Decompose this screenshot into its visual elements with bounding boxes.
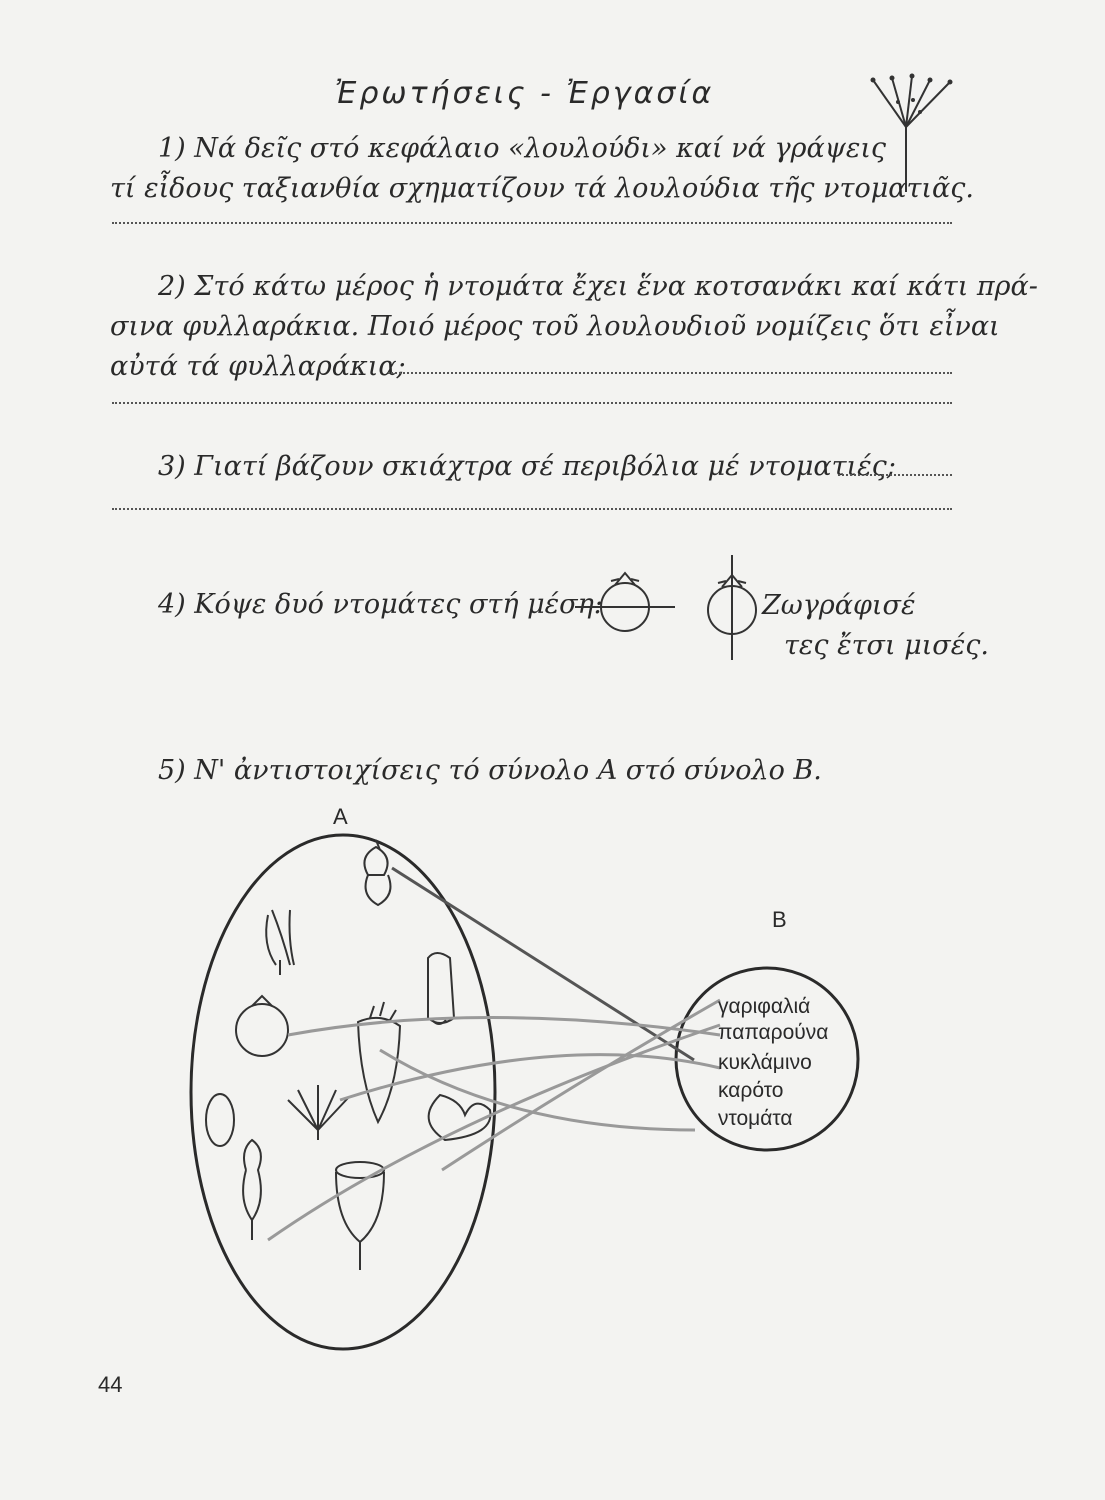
question-4-line-1: 4) Κόψε δυό ντομάτες στή μέση: (158, 589, 603, 620)
question-2-line-1: 2) Στό κάτω μέρος ἡ ντομάτα ἔχει ἕνα κοτσανάκι καί κάτι πρά- (158, 271, 1038, 302)
umbel-drawing-icon (288, 1085, 348, 1140)
pistil-drawing-icon (243, 1140, 261, 1240)
set-b-item: ντομάτα (718, 1107, 793, 1130)
set-a-label: A (333, 804, 348, 829)
match-arrow (392, 868, 694, 1060)
question-3-line-1: 3) Γιατί βάζουν σκιάχτρα σέ περιβόλια μέ ντοματιές; (158, 451, 896, 482)
set-b-item: γαριφαλιά (718, 995, 811, 1018)
seed-drawing-icon (206, 1094, 234, 1146)
question-5-line-1: 5) Ν' ἀντιστοιχίσεις τό σύνολο Α στό σύνολο Β. (158, 755, 822, 786)
match-arrow (380, 1050, 695, 1130)
match-arrow (288, 1018, 720, 1036)
matching-diagram (180, 830, 900, 1370)
set-b-item: καρότο (718, 1079, 784, 1102)
set-b-item: κυκλάμινο (718, 1051, 812, 1074)
answer-line (112, 508, 952, 510)
question-1-line-1: 1) Νά δεῖς στό κεφάλαιο «λουλούδι» καί νά γράψεις (158, 133, 887, 164)
question-1-line-2: τί εἶδους ταξιανθία σχηματίζουν τά λουλούδια τῆς ντοματιᾶς. (110, 173, 974, 204)
carnation-drawing-icon (364, 840, 390, 905)
poppy-capsule-drawing-icon (336, 1162, 384, 1270)
question-2-line-2: σινα φυλλαράκια. Ποιό μέρος τοῦ λουλουδιοῦ νομίζεις ὅτι εἶναι (110, 311, 1000, 342)
leaf-drawing-icon (429, 1095, 491, 1140)
stamen-drawing-icon (266, 910, 294, 975)
page-number: 44 (98, 1372, 123, 1397)
answer-line (112, 222, 952, 224)
question-4-line-2: Ζωγράφισέ (762, 590, 916, 621)
answer-line (838, 474, 952, 476)
answer-line (112, 402, 952, 404)
tomato-drawing-icon (236, 996, 288, 1056)
answer-line (388, 372, 952, 374)
question-2-line-3: αὐτά τά φυλλαράκια; (110, 351, 406, 382)
question-4-line-3: τες ἔτσι μισές. (784, 630, 989, 661)
set-b-item: παπαρούνα (718, 1021, 829, 1044)
seed-pod-drawing-icon (428, 953, 454, 1024)
set-b-label: B (772, 907, 787, 932)
set-a-ellipse (191, 835, 495, 1349)
tomato-cut-diagram (575, 555, 775, 660)
page-title: Ἐρωτήσεις - Ἐργασία (335, 76, 715, 111)
